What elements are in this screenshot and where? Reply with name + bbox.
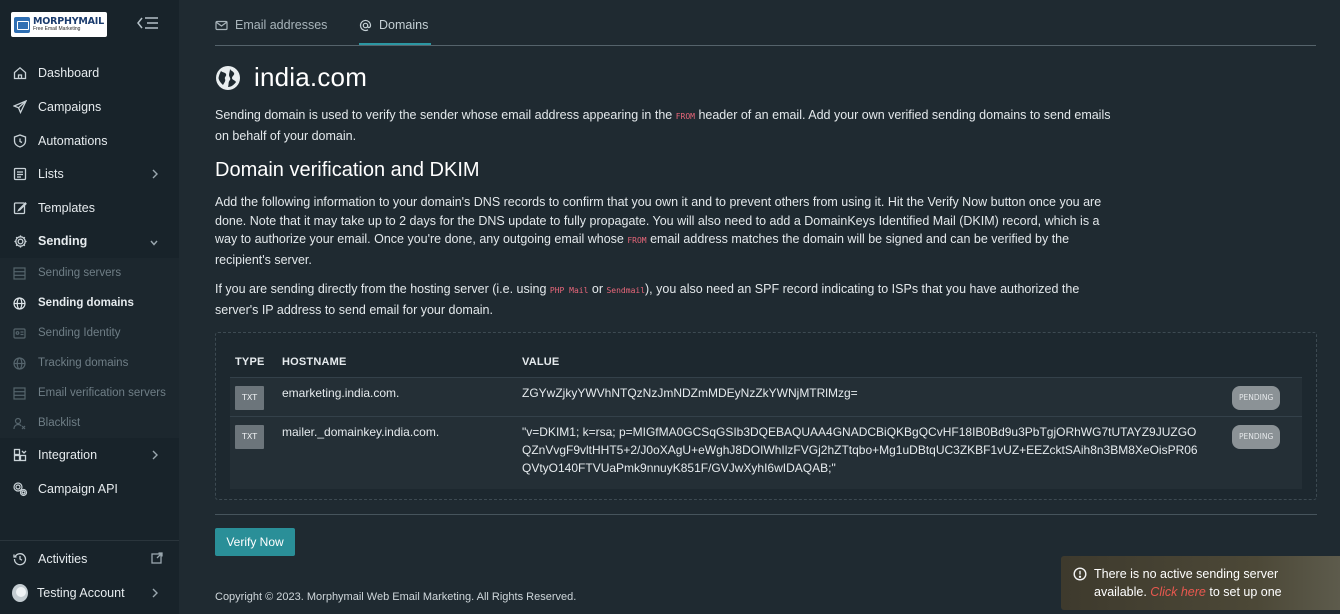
record-hostname: emarketing.india.com. <box>282 377 522 416</box>
logo-title: MORPHYMAIL <box>32 15 104 27</box>
plug-icon <box>12 447 28 463</box>
text-segment: If you are sending directly from the hosting server (i.e. using <box>215 282 550 296</box>
list-icon <box>12 166 28 182</box>
text-segment: or <box>588 282 607 296</box>
submenu-item-label: Blacklist <box>38 417 81 429</box>
footer-copyright: Copyright © 2023. Morphymail Web Email Marketing. All Rights Reserved. <box>215 591 577 603</box>
code-sendmail: Sendmail <box>606 286 646 295</box>
tab-email-addresses[interactable] <box>215 18 327 45</box>
sidebar <box>0 0 179 614</box>
at-icon <box>359 19 372 32</box>
code-php-mail: PHP Mail <box>549 286 589 295</box>
user-x-icon <box>12 416 26 430</box>
paper-plane-icon <box>12 99 28 115</box>
table-row <box>230 416 1302 489</box>
submenu-item-label: Email verification servers <box>38 387 166 399</box>
text-segment: ), you also need an SPF record indicating to ISPs that you have authorized the server's IP address to send email for your domain. <box>215 282 1080 317</box>
record-type-badge: TXT <box>235 425 264 449</box>
sidebar-item-account[interactable] <box>0 576 179 610</box>
globe-icon <box>12 356 26 370</box>
gear-icon <box>12 233 28 249</box>
text-segment: There is no active sending server available. <box>1094 567 1279 599</box>
home-icon <box>12 65 28 81</box>
verify-now-button[interactable]: Verify Now <box>215 528 295 556</box>
sidebar-item-label: Lists <box>38 167 64 181</box>
sidebar-item-label: Automations <box>38 134 108 148</box>
submenu-item-sending-identity[interactable] <box>0 318 179 348</box>
column-header-type: TYPE <box>235 355 265 368</box>
text-segment: email address matches the domain will be signed and can be verified by the recipient's server. <box>215 232 1070 267</box>
text-segment: Add the following information to your domain's DNS records to confirm that you own it and to prevent others from using it. Hit the Verify Now button once you are done. Note that it may take up to 2 days for the DNS update to fully propagate. You will also need to add a DomainKeys Identified Mail (DKIM) record, which is a way to authorize your email. Once you're done, any outgoing email whose <box>215 195 1102 246</box>
domain-name: india.com <box>254 62 368 92</box>
setup-server-link[interactable]: Click here <box>1150 585 1206 599</box>
tab-label: Domains <box>379 18 429 32</box>
shield-clock-icon <box>12 133 28 149</box>
sidebar-item-automations[interactable] <box>0 124 179 158</box>
record-value: "v=DKIM1; k=rsa; p=MIGfMA0GCSqGSIb3DQEBAQUAA4GNADCBiQKBgQCvHF18IB0Bd9u3PbTgjORhWG7tUTAYZ9JUZGOQZnVvgF9vltHHT5+2/J0oXAgU+eWghJ8DOIWhIlzFVGj2hZTtqbo+Mg1uDBtqUC3ZKBF1vUZ+EEZcktSAih8n3BM8XeOisPR06QVtyO140FTVUaPmk9nnuyK851F/GVJwXyhI6wIDAQAB;" <box>522 416 1232 489</box>
edit-icon <box>12 200 28 216</box>
sending-submenu <box>0 258 179 438</box>
globe-icon <box>12 296 26 310</box>
logo-mark-icon <box>14 17 30 33</box>
tab-bar <box>215 0 1316 46</box>
logo-subtitle: Free Email Marketing <box>32 26 81 33</box>
avatar <box>12 584 28 602</box>
submenu-item-label: Sending Identity <box>38 327 121 339</box>
sidebar-item-label: Dashboard <box>38 66 100 80</box>
dns-paragraph <box>215 193 1115 269</box>
section-heading: Domain verification and DKIM <box>215 159 480 181</box>
sidebar-item-sending[interactable] <box>0 224 179 258</box>
sidebar-item-label: Testing Account <box>37 586 125 600</box>
submenu-item-sending-domains[interactable] <box>0 288 179 318</box>
text-segment: Sending domain is used to verify the sender whose email address appearing in the <box>215 108 676 122</box>
page-title <box>215 62 367 93</box>
intro-paragraph <box>215 106 1115 145</box>
sidebar-item-templates[interactable] <box>0 191 179 225</box>
history-icon <box>12 551 28 567</box>
sidebar-item-integration[interactable] <box>0 438 179 472</box>
text-segment: to set up one <box>1205 585 1282 599</box>
dns-records-panel <box>215 332 1317 500</box>
sidebar-item-label: Activities <box>38 552 88 566</box>
chevron-down-icon <box>149 236 159 248</box>
sidebar-item-activities[interactable] <box>0 542 179 576</box>
toast-message <box>1094 565 1330 610</box>
sidebar-item-campaigns[interactable] <box>0 90 179 124</box>
sidebar-item-dashboard[interactable] <box>0 56 179 90</box>
envelope-icon <box>215 19 228 32</box>
dns-records-table <box>230 347 1302 489</box>
record-hostname: mailer._domainkey.india.com. <box>282 416 522 489</box>
sidebar-item-label: Sending <box>38 234 88 248</box>
status-badge: PENDING <box>1232 386 1280 410</box>
tab-domains[interactable] <box>359 18 431 45</box>
status-badge: PENDING <box>1232 425 1280 449</box>
table-header-row <box>230 347 1302 377</box>
sidebar-item-label: Campaign API <box>38 482 118 496</box>
chevron-right-icon <box>151 449 159 461</box>
submenu-item-label: Sending servers <box>38 267 122 279</box>
alert-circle-icon <box>1073 567 1087 581</box>
tab-label: Email addresses <box>235 18 328 32</box>
column-header-hostname: HOSTNAME <box>282 355 347 368</box>
submenu-item-blacklist[interactable] <box>0 408 179 438</box>
server-icon <box>12 266 26 280</box>
code-from: FROM <box>675 112 695 121</box>
chevron-right-icon <box>151 168 159 180</box>
sidebar-item-label: Templates <box>38 201 95 215</box>
submenu-item-label: Tracking domains <box>38 357 129 369</box>
external-link-icon[interactable] <box>151 552 163 564</box>
column-header-value: VALUE <box>522 355 560 368</box>
table-row <box>230 377 1302 416</box>
submenu-item-sending-servers[interactable] <box>0 258 179 288</box>
sidebar-item-lists[interactable] <box>0 157 179 191</box>
submenu-item-label: Sending domains <box>38 297 134 309</box>
sidebar-divider <box>0 540 179 541</box>
id-card-icon <box>12 326 26 340</box>
gears-icon <box>12 481 28 497</box>
chevron-right-icon <box>151 587 159 599</box>
divider <box>215 514 1317 515</box>
sidebar-item-label: Integration <box>38 448 98 462</box>
spf-paragraph <box>215 280 1115 319</box>
globe-icon <box>215 65 241 91</box>
app-logo[interactable] <box>11 12 107 37</box>
code-from: FROM <box>627 236 647 245</box>
sidebar-item-campaign-api[interactable] <box>0 472 179 506</box>
server-icon <box>12 386 26 400</box>
sidebar-item-label: Campaigns <box>38 100 102 114</box>
record-value: ZGYwZjkyYWVhNTQzNzJmNDZmMDEyNzZkYWNjMTRlMzg= <box>522 377 1232 416</box>
record-type-badge: TXT <box>235 386 264 410</box>
submenu-item-email-verification-servers[interactable] <box>0 378 179 408</box>
submenu-item-tracking-domains[interactable] <box>0 348 179 378</box>
collapse-sidebar-icon[interactable] <box>136 14 160 32</box>
notification-toast[interactable] <box>1061 556 1340 610</box>
column-header-status <box>1232 347 1302 377</box>
text-segment: header of an email. Add your own verified sending domains to send emails on behalf of your domain. <box>215 108 1111 143</box>
